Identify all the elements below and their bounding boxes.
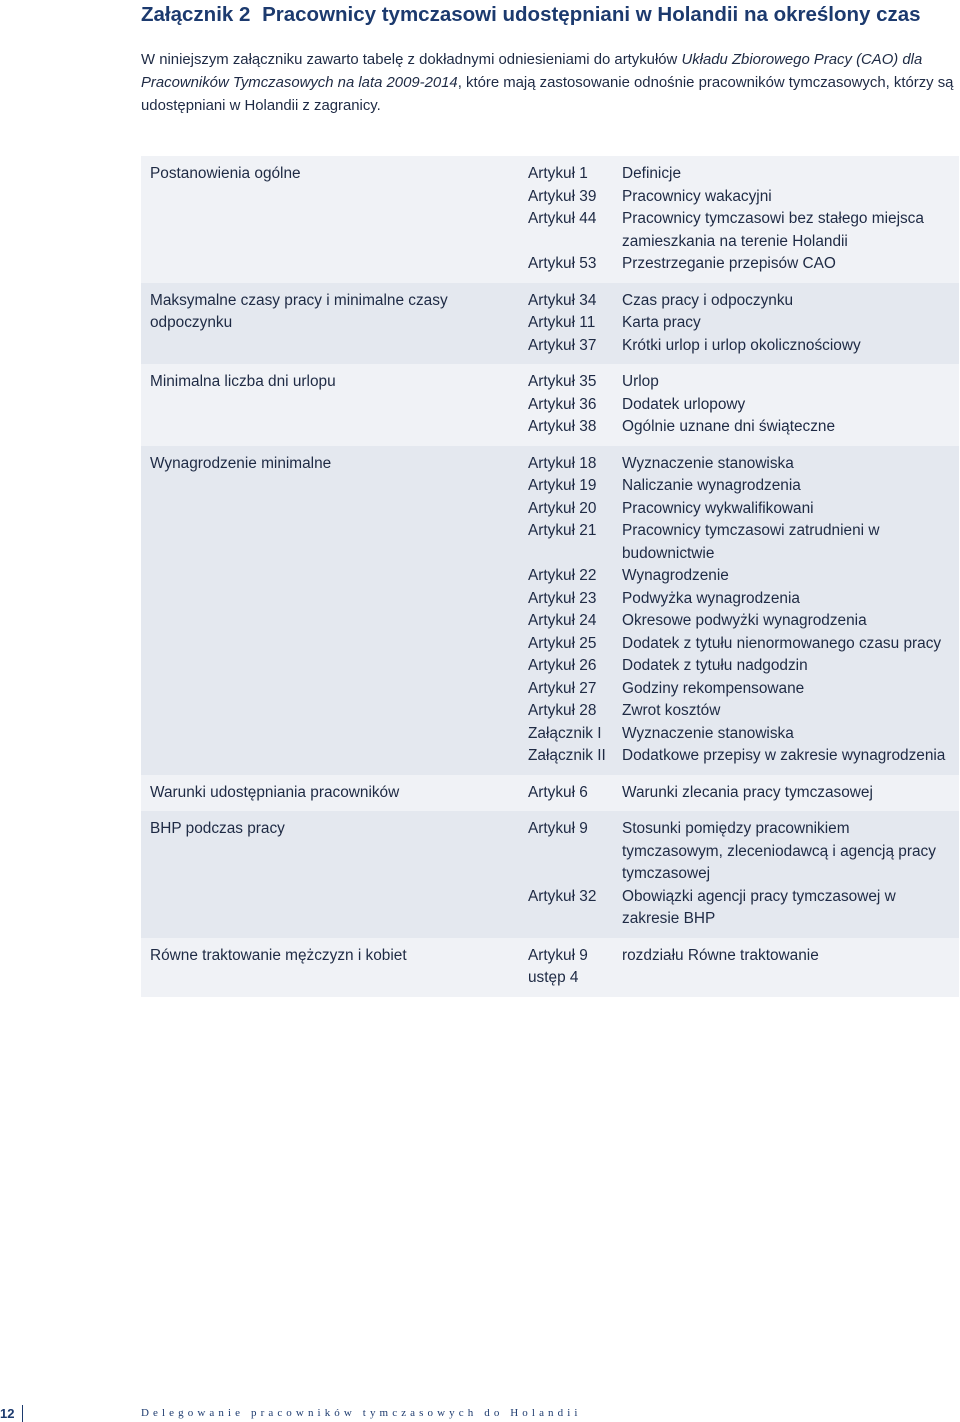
article-description: Wyznaczenie stanowiska bbox=[622, 724, 794, 742]
article-entry bbox=[141, 886, 959, 931]
intro-text-1: W niniejszym załączniku zawarto tabelę z dokładnymi odniesieniami do artykułów bbox=[141, 52, 682, 68]
article-description: Naliczanie wynagrodzenia bbox=[622, 477, 801, 494]
article-number: Artykuł 6 bbox=[528, 783, 588, 801]
article-number: Artykuł 26 bbox=[528, 657, 597, 674]
article-entry bbox=[141, 186, 959, 209]
article-number: Artykuł 44 bbox=[528, 210, 597, 227]
article-description: rozdziału Równe traktowanie bbox=[622, 946, 819, 964]
article-number: Artykuł 9 ustęp 4 bbox=[528, 946, 588, 986]
article-entry bbox=[141, 498, 959, 521]
article-description: Zwrot kosztów bbox=[622, 702, 721, 719]
article-description: Dodatek z tytułu nienormowanego czasu pracy bbox=[622, 634, 942, 652]
article-number: Artykuł 19 bbox=[528, 477, 597, 494]
category-cell: Postanowienia ogólne bbox=[150, 165, 301, 182]
article-number: Artykuł 20 bbox=[528, 499, 597, 517]
article-number: Artykuł 18 bbox=[528, 454, 597, 472]
article-entry bbox=[141, 335, 959, 358]
article-description: Obowiązki agencji pracy tymczasowej w zakresie BHP bbox=[622, 887, 896, 927]
article-description: Godziny rekompensowane bbox=[622, 679, 805, 697]
article-description: Ogólnie uznane dni świąteczne bbox=[622, 418, 836, 435]
article-description: Pracownicy wykwalifikowani bbox=[622, 499, 814, 517]
article-description: Dodatkowe przepisy w zakresie wynagrodzenia bbox=[622, 747, 946, 764]
article-entry bbox=[141, 588, 959, 611]
article-description: Czas pracy i odpoczynku bbox=[622, 291, 794, 309]
article-number: Artykuł 24 bbox=[528, 612, 597, 629]
annex-title bbox=[141, 2, 921, 28]
table-row bbox=[141, 775, 959, 812]
article-description: Stosunki pomiędzy pracownikiem tymczasowym, zleceniodawcą i agencją pracy tymczasowej bbox=[622, 820, 936, 882]
article-number: Artykuł 1 bbox=[528, 165, 588, 182]
article-entry bbox=[141, 475, 959, 498]
category-cell: Maksymalne czasy pracy i minimalne czasy odpoczynku bbox=[150, 291, 448, 331]
article-number: Artykuł 35 bbox=[528, 373, 597, 390]
article-entry bbox=[141, 416, 959, 439]
article-entry bbox=[141, 253, 959, 276]
article-description: Pracownicy tymczasowi bez stałego miejsca zamieszkania na terenie Holandii bbox=[622, 210, 924, 250]
table-row bbox=[141, 811, 959, 938]
table-row bbox=[141, 446, 959, 775]
annex-heading: Pracownicy tymczasowi udostępniani w Holandii na określony czas bbox=[262, 3, 921, 26]
article-description: Definicje bbox=[622, 165, 682, 182]
article-entry bbox=[141, 745, 959, 768]
article-number: Artykuł 25 bbox=[528, 634, 597, 652]
table-row bbox=[141, 156, 959, 283]
intro-text-italic: Układu Zbiorowego Pracy (CAO) dla Pracowników Tymczasowych na lata 2009-2014 bbox=[141, 52, 923, 91]
article-entry bbox=[141, 700, 959, 723]
article-description: Wyznaczenie stanowiska bbox=[622, 454, 794, 472]
article-entry bbox=[141, 610, 959, 633]
running-title: Delegowanie pracowników tymczasowych do Holandii bbox=[141, 1407, 582, 1419]
article-number: Artykuł 34 bbox=[528, 291, 597, 309]
article-number: Artykuł 36 bbox=[528, 395, 597, 413]
article-number: Artykuł 27 bbox=[528, 679, 597, 697]
cao-articles-table bbox=[141, 156, 959, 997]
article-number: Załącznik I bbox=[528, 724, 602, 742]
article-number: Artykuł 21 bbox=[528, 522, 597, 539]
article-number: Artykuł 9 bbox=[528, 820, 588, 837]
table-row bbox=[141, 938, 959, 997]
article-description: Karta pracy bbox=[622, 314, 701, 331]
article-entry bbox=[141, 655, 959, 678]
table-row bbox=[141, 283, 959, 365]
article-description: Wynagrodzenie bbox=[622, 567, 729, 584]
intro-paragraph bbox=[141, 49, 957, 118]
article-entry bbox=[141, 208, 959, 253]
article-number: Artykuł 23 bbox=[528, 589, 597, 607]
article-entry bbox=[141, 678, 959, 701]
article-entry bbox=[141, 723, 959, 746]
article-number: Artykuł 11 bbox=[528, 314, 596, 331]
article-number: Artykuł 38 bbox=[528, 418, 597, 435]
table-row bbox=[141, 364, 959, 446]
category-cell: Minimalna liczba dni urlopu bbox=[150, 373, 336, 390]
article-description: Przestrzeganie przepisów CAO bbox=[622, 255, 836, 272]
page-footer bbox=[0, 1405, 960, 1422]
category-cell: Równe traktowanie mężczyzn i kobiet bbox=[150, 946, 407, 964]
article-description: Podwyżka wynagrodzenia bbox=[622, 589, 800, 607]
article-description: Dodatek urlopowy bbox=[622, 395, 746, 413]
article-number: Załącznik II bbox=[528, 747, 606, 764]
article-number: Artykuł 53 bbox=[528, 255, 597, 272]
article-entry bbox=[141, 565, 959, 588]
article-entry bbox=[141, 520, 959, 565]
article-number: Artykuł 22 bbox=[528, 567, 597, 584]
article-description: Pracownicy wakacyjni bbox=[622, 187, 772, 205]
annex-number: Załącznik 2 bbox=[141, 3, 251, 26]
category-cell: Warunki udostępniania pracowników bbox=[150, 783, 400, 801]
article-entry bbox=[141, 394, 959, 417]
article-description: Warunki zlecania pracy tymczasowej bbox=[622, 783, 873, 801]
article-number: Artykuł 32 bbox=[528, 887, 597, 905]
article-description: Okresowe podwyżki wynagrodzenia bbox=[622, 612, 867, 629]
article-description: Pracownicy tymczasowi zatrudnieni w budownictwie bbox=[622, 522, 880, 562]
article-number: Artykuł 37 bbox=[528, 336, 597, 354]
page-number: 12 bbox=[0, 1406, 15, 1421]
article-description: Urlop bbox=[622, 373, 659, 390]
category-cell: Wynagrodzenie minimalne bbox=[150, 454, 332, 472]
article-entry bbox=[141, 633, 959, 656]
article-number: Artykuł 39 bbox=[528, 187, 597, 205]
footer-divider bbox=[22, 1405, 23, 1422]
category-cell: BHP podczas pracy bbox=[150, 820, 285, 837]
intro-text-2: , które mają zastosowanie odnośnie pracowników tymczasowych, którzy są udostępniani w Holandii z zagranicy. bbox=[141, 75, 954, 114]
article-number: Artykuł 28 bbox=[528, 702, 597, 719]
article-description: Krótki urlop i urlop okolicznościowy bbox=[622, 336, 861, 354]
article-description: Dodatek z tytułu nadgodzin bbox=[622, 657, 808, 674]
